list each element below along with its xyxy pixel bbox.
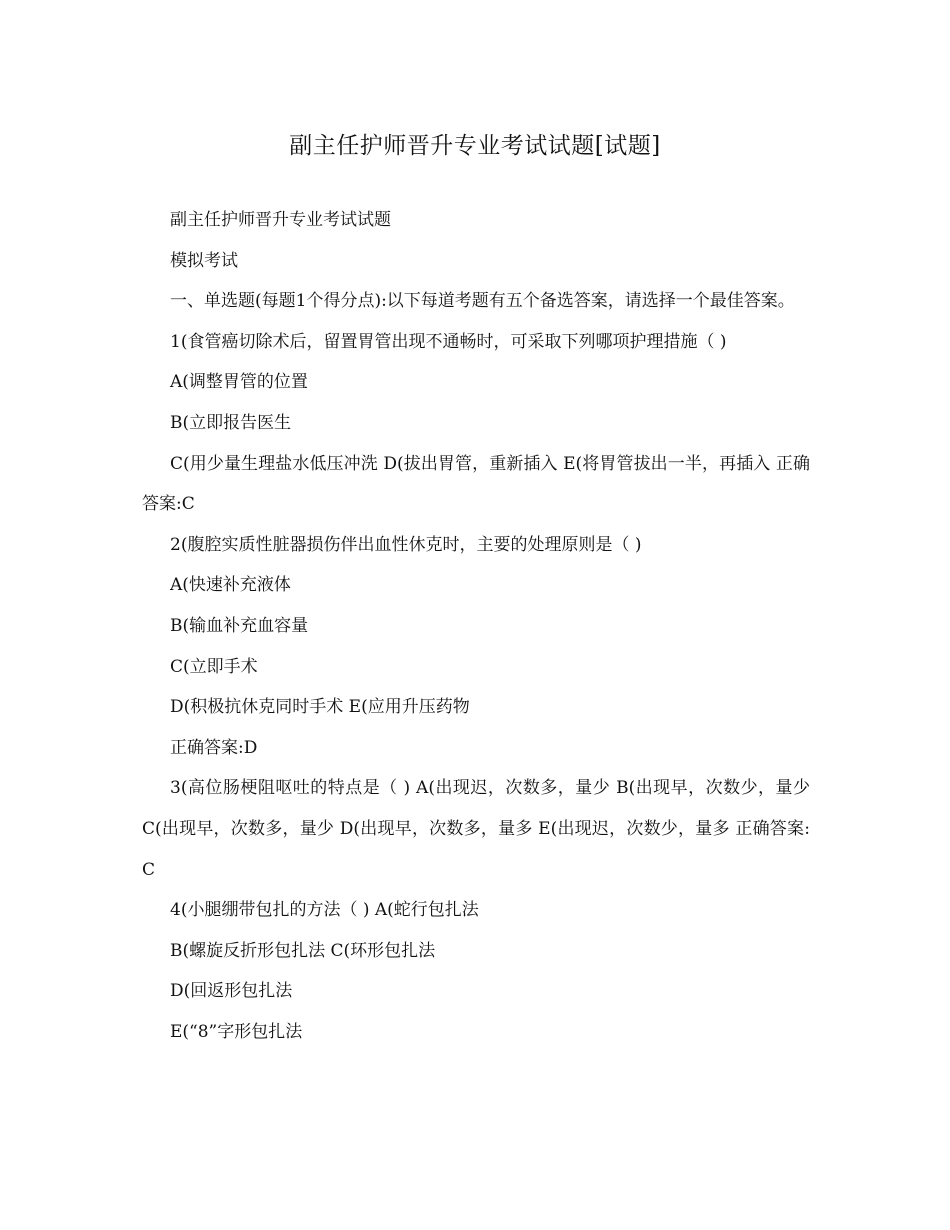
question-2-option-a: A(快速补充液体 [170, 575, 291, 596]
question-2-answer: 正确答案:D [170, 737, 258, 758]
question-1-options-cde-answer: C(用少量生理盐水低压冲洗 D(拔出胃管，重新插入 E(将胃管拔出一半，再插入 正确答案:C [142, 453, 810, 515]
question-2-options-de: D(积极抗休克同时手术 E(应用升压药物 [170, 697, 470, 718]
question-2-option-c: C(立即手术 [170, 656, 258, 677]
question-4-options-bc: B(螺旋反折形包扎法 C(环形包扎法 [170, 940, 436, 961]
question-3: 3(高位肠梗阻呕吐的特点是（ ) A(出现迟，次数多，量少 B(出现早，次数少，量少 C(出现早，次数多，量少 D(出现早，次数多，量多 E(出现迟，次数少，量多 正确答案:C [142, 778, 810, 880]
question-2-option-b: B(输血补充血容量 [170, 615, 309, 636]
document-body [142, 200, 810, 1052]
subtitle-paragraph: 副主任护师晋升专业考试试题 [170, 210, 391, 230]
question-1-option-a: A(调整胃管的位置 [170, 372, 308, 393]
question-1: 1(食管癌切除术后，留置胃管出现不通畅时，可采取下列哪项护理措施（ ) [170, 331, 727, 352]
instructions-paragraph: 一、单选题(每题1个得分点):以下每道考题有五个备选答案，请选择一个最佳答案。 [170, 291, 795, 312]
question-1-option-b: B(立即报告医生 [170, 412, 292, 433]
section-label-paragraph: 模拟考试 [170, 250, 238, 271]
question-4: 4(小腿绷带包扎的方法（ ) A(蛇行包扎法 [170, 900, 479, 921]
question-2: 2(腹腔实质性脏器损伤伴出血性休克时，主要的处理原则是（ ) [170, 534, 642, 555]
question-4-option-e: E(“8”字形包扎法 [170, 1021, 303, 1042]
document-title: 副主任护师晋升专业考试试题[试题] [289, 133, 661, 159]
question-4-option-d: D(回返形包扎法 [170, 981, 293, 1002]
